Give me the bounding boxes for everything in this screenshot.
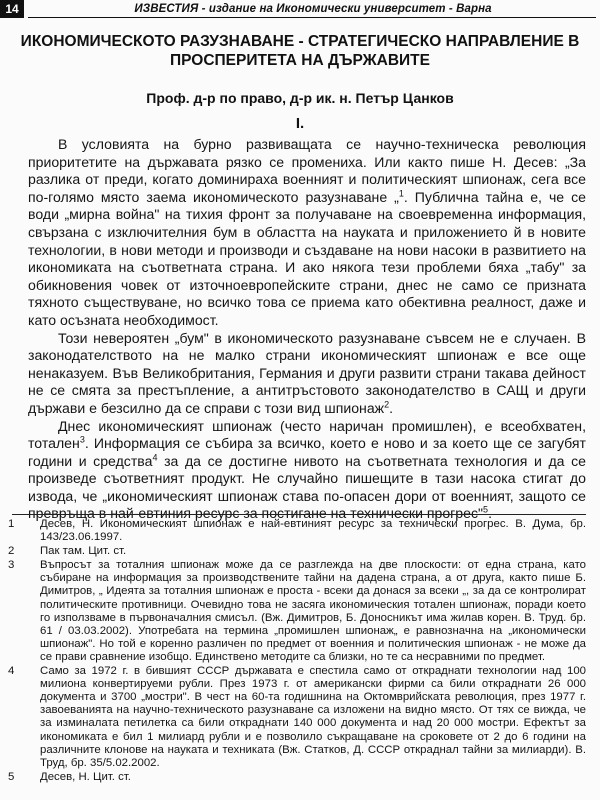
footnote-ref-4: 4: [152, 452, 158, 462]
footnote-text: Десев, Н. Икономическият шпионаж е най-евтиният ресурс за технически прогрес. В. Дума, бр. 143/23.06.1997.: [40, 518, 586, 544]
footnote-text: Десев, Н. Цит. ст.: [40, 770, 131, 783]
section-heading: I.: [295, 115, 305, 132]
footnote-separator: [12, 514, 586, 515]
article-body: [28, 136, 586, 523]
footnote-ref-5: 5: [483, 504, 489, 515]
running-head: ИЗВЕСТИЯ - издание на Икономически университет - Варна: [134, 3, 492, 15]
footnote-5: [8, 771, 586, 784]
footnote-2: [8, 545, 586, 558]
footnote-ref-1: 1: [398, 188, 404, 199]
footnote-ref-2: 2: [384, 399, 390, 410]
article-title: ИКОНОМИЧЕСКОТО РАЗУЗНАВАНЕ - СТРАТЕГИЧЕСКО НАПРАВЛЕНИЕ В ПРОСПЕРИТЕТА НА ДЪРЖАВИТЕ: [20, 33, 580, 69]
paragraph-2: Този невероятен „бум" в икономическото разузнаване съвсем не е случаен. В законодателството на не малко страни икономическият шпионаж е все още ненаказуем. Във Великобритания, Германия и други развити страни такава дейност не се смята за престъпление, а антитръстовото законодателство в САЩ и други държави е безсилно да се справи с този вид шпионаж$^2$.: [28, 329, 586, 416]
article-author: Проф. д-р по право, д-р ик. н. Петър Цанков: [146, 90, 454, 106]
paragraph-1: В условията на бурно развиващата се научно-техническа революция приоритетите на държавата рязко се промениха. Или както пише Н. Десев: „За разлика от преди, когато доминираха военният и политическият шпионаж, сега все по-голямо място заема икономическото разузнаване „$^1$. Публична тайна е, че се води „мирна война" на тихия фронт за получаване на своевременна информация, свързана с изключителния бум в областта на науката и приложението й в новите технологии, в нови методи и производи и създаване на нови насоки в развитието на икономиката на съответната страна. И ако някога тези проблеми бяха „табу" за обикновения човек от източноевропейските страни, днес не само се призната тяхното съществуване, но всичко това се приема като обективна реалност, даже и като осъзната необходимост.: [28, 136, 586, 328]
footnote-text: Въпросът за тоталния шпионаж може да се разглежда на две плоскости: от една страна, като събиране на информация за производствените тайни на дадена страна, а от друга, както пише Б. Димитров, „ Идеята за тоталния шпионаж е проста - всеки да донася за всеки „, за да се контролират политическите противници. Очевидно това не засяга икономическия тотален шпионаж, поради което го използваме в първоначалния смисъл. (Вж. Димитров, Б. Доносникът има жилав корен. В. Труд. бр. 61 / 03.03.2002). Употребата на термина „промишлен шпионаж„ е равнозначна на „икономически шпионаж". Но той е коренно различен по предмет от военния и политическия шпионаж - не може да се прави сравнение изобщо. Единствено методите са близки, но те са несравними по предмет.: [40, 559, 586, 663]
page-header: [0, 0, 600, 18]
footnote-ref-3: 3: [79, 434, 85, 445]
footnote-1: [8, 518, 586, 544]
footnote-number: 1: [8, 518, 15, 530]
footnote-number: 4: [8, 665, 15, 678]
header-rule: [28, 17, 596, 18]
paragraph-3: Днес икономическият шпионаж (често наричан промишлен), е всеобхватен, тотален$^3$. Информация се събира за всичко, което е ново и за което ще се загубят години и средства$^4$ за да се достигне нивото на съответната технология и да се произведе съответният продукт. Не случайно пишещите в тази насока стигат до извода, че „икономическият шпионаж става по-опасен дори от военният, защото се превръща в най-евтиния ресурс за постигане на технически прогрес"$^5$.: [28, 417, 586, 522]
footnote-text: Пак там. Цит. ст.: [40, 545, 127, 558]
footnotes: [8, 518, 586, 785]
footnote-4: [8, 665, 586, 770]
footnote-number: 2: [8, 545, 15, 558]
footnote-text: Само за 1972 г. в бившият СССР държавата е спестила само от откраднати технологии над 100 милиона конвертируеми рубли. През 1973 г. от американски фирми са били откраднати 26 000 документа и 3700 „мостри". В чест на 60-та годишнина на Октомврийската революция, през 1977 г. завоеванията на научно-техническото разузнаване са изложени на видно място. От тях се вижда, че за изминалата петилетка са били откраднати 140 000 документа и над 20 000 мостри. Ефектът за икономиката е бил 1 милиард рубли и е позволило съкращаване на сроковете от 2 до 6 години на различните клонове на науката и техниката (Вж. Статков, Д. СССР откраднал тайни за милиарди). В. Труд, бр. 35/5.02.2002.: [40, 665, 586, 769]
page-number: 14: [0, 0, 24, 18]
footnote-number: 3: [8, 559, 15, 572]
footnote-3: [8, 559, 586, 664]
footnote-number: 5: [8, 770, 15, 783]
